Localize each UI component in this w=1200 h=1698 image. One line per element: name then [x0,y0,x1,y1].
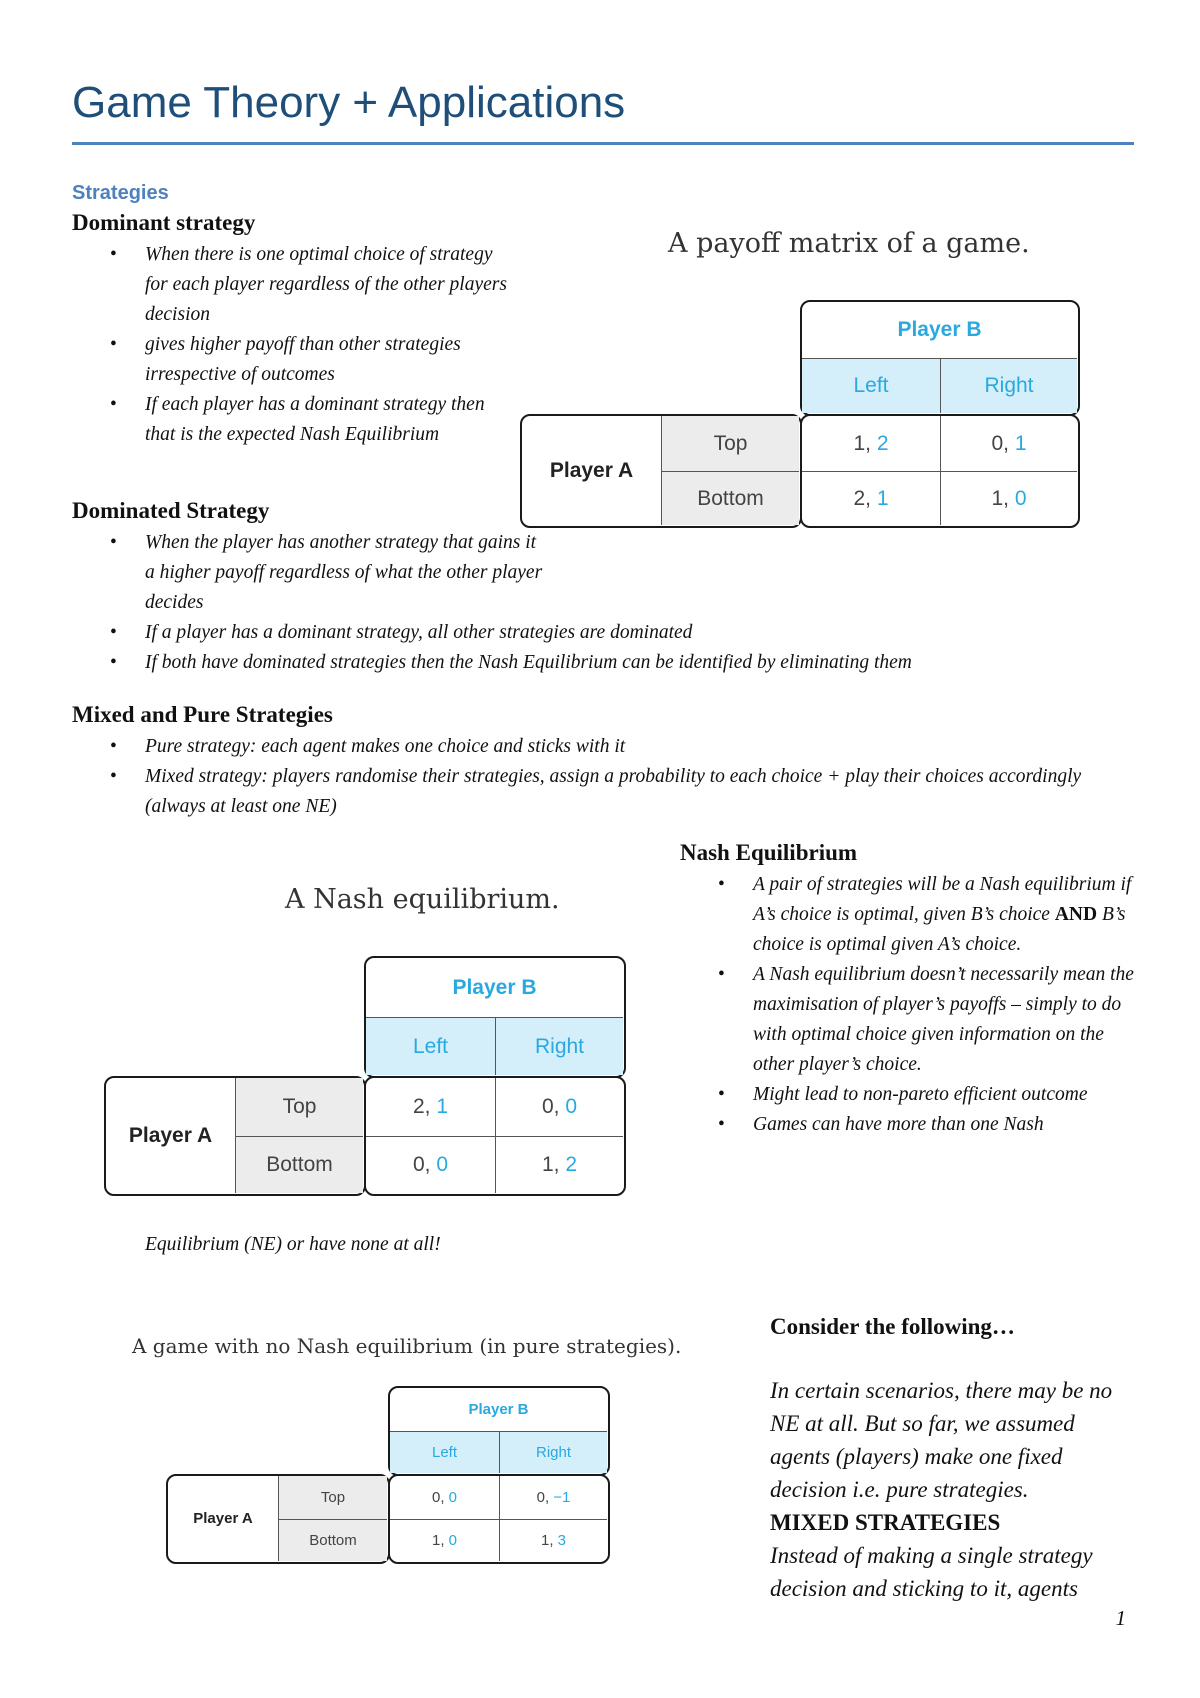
nash-bullet-3: • Might lead to non-pareto efficient outcome [680,1080,1140,1110]
m3-tl-b: 0 [448,1489,458,1506]
nash-heading: Nash Equilibrium [680,840,858,865]
matrix-3-col-right: Right [500,1431,607,1473]
nash-bullets [680,870,1140,1140]
m2-tr-b: 0 [565,1095,578,1118]
matrix-2-caption: A Nash equilibrium. [285,884,560,915]
matrix-1-cell-bottom-left: 2 , 1 [802,471,941,525]
nash-bullet-1-pre: A pair of strategies will be a Nash equilibrium if A’s choice is optimal, given B’s choice [753,874,1132,925]
matrix-2-cell-top-right: 0 , 0 [541,1095,578,1118]
matrix-1-rowhead-box [520,414,802,528]
m2-bl-a: 0 [412,1153,425,1176]
m3-bl-a: 1 [431,1532,441,1549]
matrix-2-rowhead-box [104,1076,366,1196]
nash-bullet-4: • Games can have more than one Nash [680,1110,1140,1140]
m2-bl-b: 0 [436,1153,449,1176]
matrix-3-rowhead-box [166,1474,390,1564]
m3-br-a: 1 [540,1532,550,1549]
matrix-1-player-a: Player A [522,416,662,525]
dominated-bullets [72,528,1122,678]
matrix-2-cell-bottom-right: 1 , 2 [496,1136,623,1193]
matrix-1-row-bottom: Bottom [662,471,799,525]
matrix-3-cell-bottom-left: 1 , 0 [390,1519,500,1561]
dominated-bullet-1-text: • When the player has another strategy that gains it a higher payoff regardless of what the other player decides [145,532,543,613]
mixed-pure-bullet-2: • Mixed strategy: players randomise their strategies, assign a probability to each choice + play their choices accordingly (always at least one NE) [72,762,1132,822]
matrix-2-payoff-box [364,1076,626,1196]
dominated-heading: Dominated Strategy [72,498,270,523]
matrix-1-cell-bottom-right: 1 , 0 [941,471,1077,525]
matrix-1-col-left: Left [802,358,941,413]
matrix-3-cell-top-left: 0 , 0 [390,1476,500,1519]
matrix-1-player-b: Player B [897,318,982,341]
matrix-1-col-right: Right [941,358,1077,413]
matrix-3-cell-top-right: 0 , −1 [536,1489,571,1506]
consider-paragraph-2: Instead of making a single strategy decision and sticking to it, agents [770,1543,1093,1601]
matrix-3-caption: A game with no Nash equilibrium (in pure strategies). [132,1334,682,1358]
nash-bullet-1 [680,870,1140,960]
dominated-bullet-3: • If both have dominated strategies then the Nash Equilibrium can be identified by eliminating them [72,648,1122,678]
dominant-bullet-1: • When there is one optimal choice of strategy for each player regardless of the other players decision [72,240,512,330]
dominant-heading: Dominant strategy [72,210,256,235]
m2-br-a: 1 [541,1153,554,1176]
consider-paragraph-1: In certain scenarios, there may be no NE at all. But so far, we assumed agents (players) make one fixed decision i.e. pure strategies. [770,1378,1113,1502]
nash-bullet-1-post: B’s choice is optimal given A’s choice. [753,904,1126,955]
matrix-1-caption: A payoff matrix of a game. [668,228,1030,259]
matrix-3-payoff-box [388,1474,610,1564]
dominant-bullets [72,240,512,450]
consider-heading: Consider the following… [770,1314,1015,1339]
matrix-2-col-right: Right [496,1017,623,1075]
matrix-1-cell-top-right: 0 , 1 [991,431,1027,455]
matrix-1-cell-top-left: 1 , 2 [802,416,941,471]
m3-br-b: 3 [557,1532,567,1549]
m3-tl-a: 0 [431,1489,441,1506]
mixed-strategies-heading: MIXED STRATEGIES [770,1510,1001,1535]
dominated-bullet-2: • If a player has a dominant strategy, all other strategies are dominated [72,618,1122,648]
matrix-1-payoff-box [800,414,1080,528]
matrix-2-cell-bottom-left: 0 , 0 [366,1136,496,1193]
m1-bl-b: 1 [876,486,889,510]
m2-tr-a: 0 [541,1095,554,1118]
matrix-3-col-left: Left [390,1431,500,1473]
matrix-3-player-a: Player A [168,1476,279,1561]
matrix-2-col-left: Left [366,1017,496,1075]
title-underline [72,142,1134,145]
dominated-bullet-1 [72,528,1122,618]
m1-br-b: 0 [1014,486,1027,510]
nash-bullet-2: • A Nash equilibrium doesn’t necessarily mean the maximisation of player’s payoffs – simply to do with optimal choice given information on the other player’s choice. [680,960,1140,1080]
matrix-3-header-box [388,1386,610,1476]
nash-continuation: Equilibrium (NE) or have none at all! [145,1234,441,1255]
m2-tl-a: 2 [412,1095,425,1118]
dominant-bullet-3: • If each player has a dominant strategy then that is the expected Nash Equilibrium [72,390,512,450]
matrix-1-row-top: Top [662,416,799,471]
m2-br-b: 2 [565,1153,578,1176]
m1-tl-a: 1 [853,431,866,455]
matrix-2-header-box [364,956,626,1078]
mixed-pure-bullet-1: • Pure strategy: each agent makes one choice and sticks with it [72,732,1132,762]
matrix-1-header-box [800,300,1080,416]
matrix-2-player-a: Player A [106,1078,236,1193]
m3-bl-b: 0 [448,1532,458,1549]
matrix-3-player-b: Player B [468,1401,529,1418]
dominant-bullet-2: • gives higher payoff than other strategies irrespective of outcomes [72,330,512,390]
mixed-pure-heading: Mixed and Pure Strategies [72,702,333,727]
m1-tl-b: 2 [876,431,889,455]
m3-tr-b: −1 [553,1489,571,1506]
matrix-2-row-bottom: Bottom [236,1136,363,1193]
section-heading: Strategies [72,182,169,204]
m1-bl-a: 2 [853,486,866,510]
nash-bullet-1-bold: AND [1054,904,1098,925]
m1-br-a: 1 [991,486,1004,510]
matrix-3-row-top: Top [279,1476,387,1519]
matrix-2-cell-top-left: 2 , 1 [366,1078,496,1136]
m1-tr-b: 1 [1014,431,1027,455]
matrix-3-cell-bottom-right: 1 , 3 [500,1519,607,1561]
m3-tr-a: 0 [536,1489,545,1506]
m2-tl-b: 1 [436,1095,449,1118]
m1-tr-a: 0 [991,431,1004,455]
matrix-3-row-bottom: Bottom [279,1519,387,1561]
matrix-2-player-b: Player B [452,975,537,999]
page-number: 1 [1115,1606,1126,1630]
matrix-2-row-top: Top [236,1078,363,1136]
page-title: Game Theory + Applications [72,78,626,127]
mixed-pure-bullets [72,732,1132,822]
